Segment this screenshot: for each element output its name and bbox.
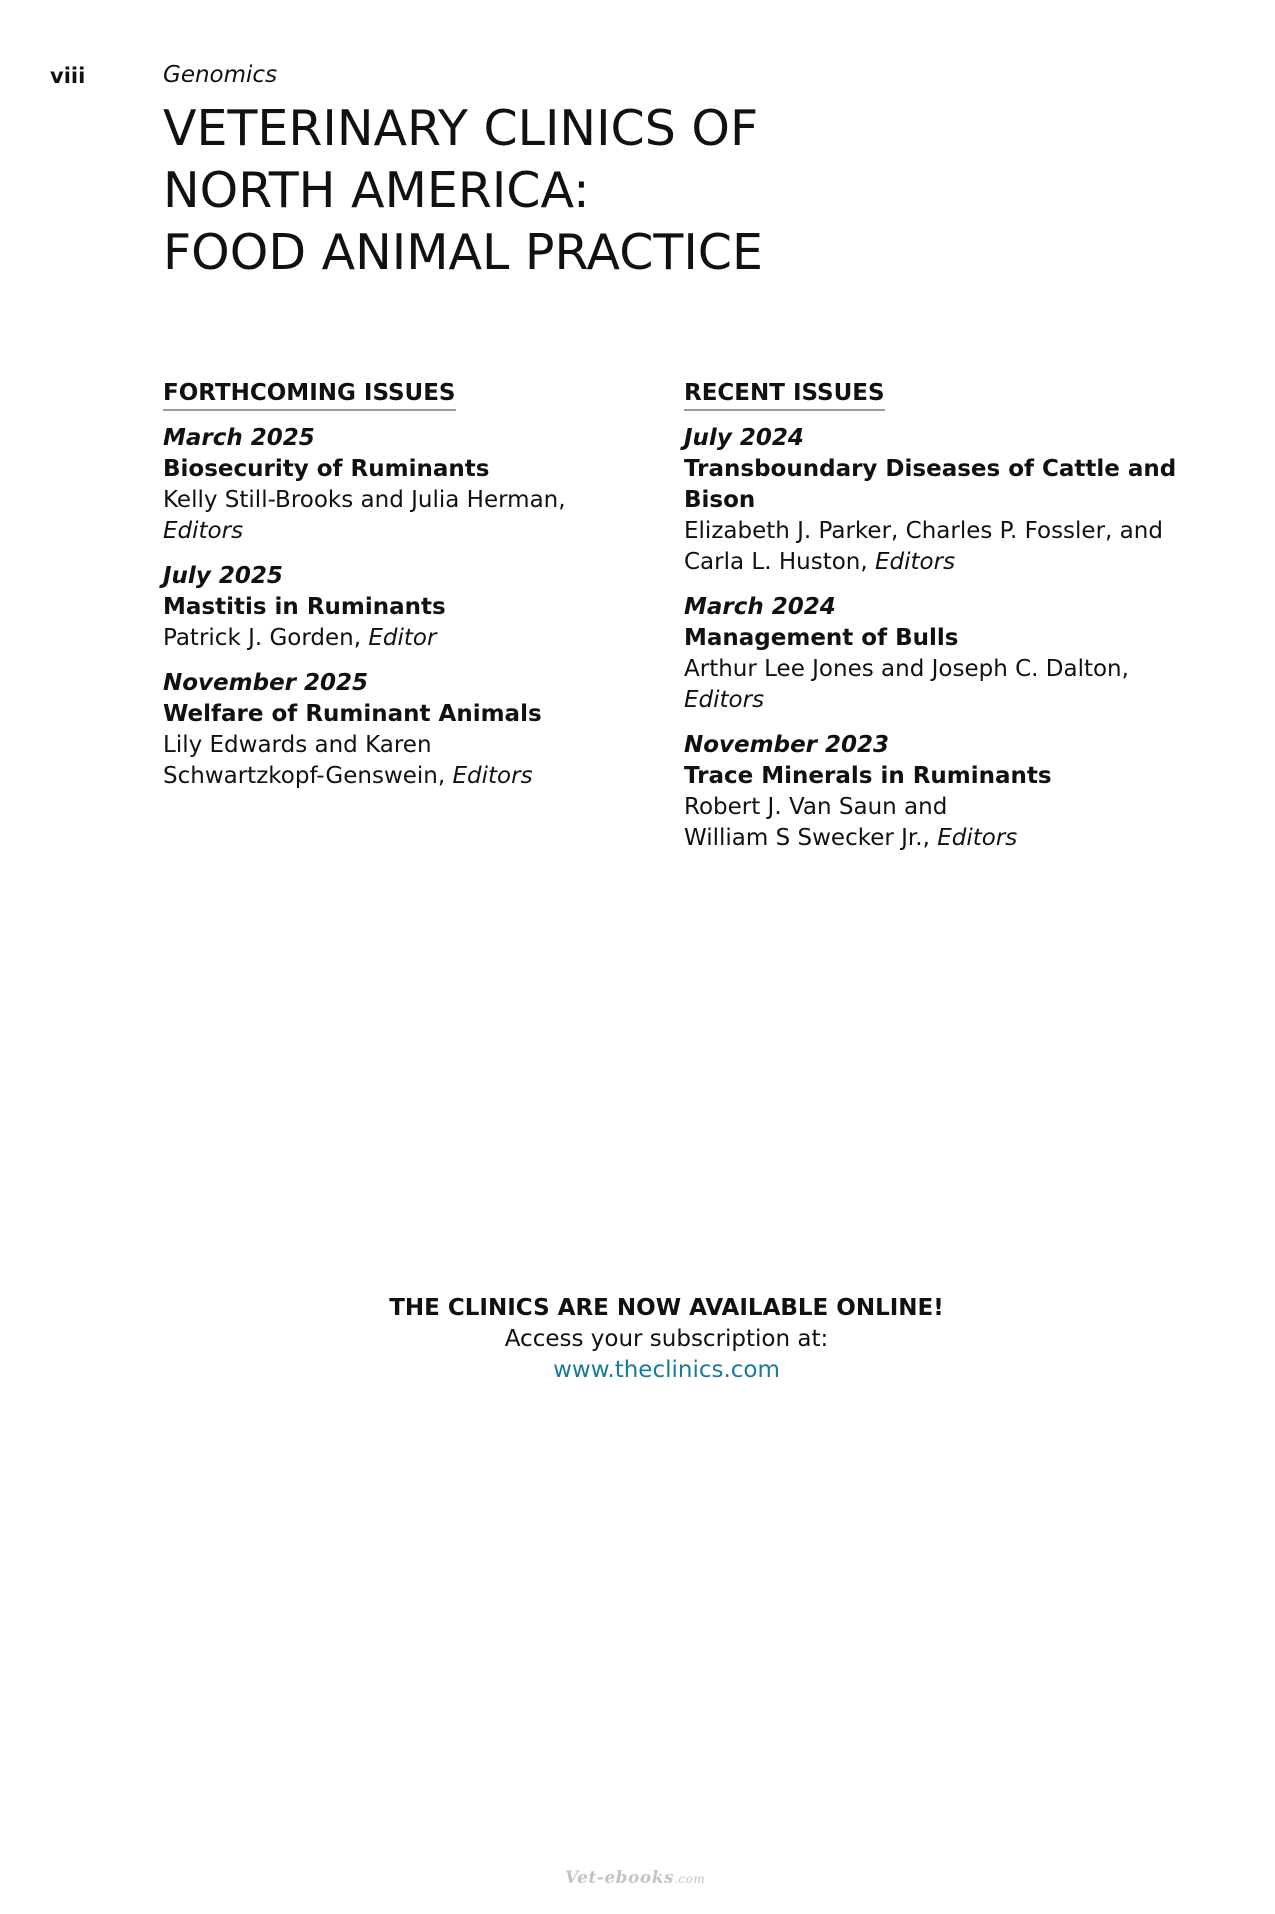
issue-title [684, 454, 1224, 516]
forthcoming-issues-heading: FORTHCOMING ISSUES [163, 380, 456, 411]
forthcoming-issues-column [163, 380, 683, 806]
issue-editor-role: Editor [368, 625, 437, 651]
watermark-logo [565, 1868, 705, 1888]
issue-entry [163, 423, 683, 547]
issue-editor-role: Editors [452, 763, 533, 789]
issue-title: Biosecurity of Ruminants [163, 456, 490, 482]
theclinics-link[interactable]: www.theclinics.com [553, 1357, 780, 1383]
issue-date: November 2025 [163, 670, 369, 696]
issue-title: Mastitis in Ruminants [163, 594, 446, 620]
issue-title-line: Bison [684, 487, 756, 513]
issue-editor-role: Editors [875, 549, 956, 575]
issue-editor-names: Schwartzkopf-Genswein, [163, 763, 453, 789]
issue-editors-line: Kelly Still-Brooks and Julia Herman, [163, 487, 566, 513]
online-subtext: Access your subscription at: [504, 1326, 829, 1352]
issue-editor-role: Editors [684, 687, 765, 713]
issue-editors [684, 654, 1224, 716]
issue-editor-role: Editors [937, 825, 1018, 851]
issue-editors-line: Robert J. Van Saun and [684, 794, 948, 820]
issue-editors [684, 792, 1224, 854]
watermark-suffix: .com [674, 1872, 706, 1886]
online-notice [0, 1293, 1275, 1386]
issue-editors [163, 623, 683, 654]
page-number: viii [50, 64, 86, 88]
issue-editors-line: Arthur Lee Jones and Joseph C. Dalton, [684, 656, 1129, 682]
issue-editors-line [684, 685, 1224, 716]
watermark-text: Vet-ebooks [565, 1868, 675, 1888]
issue-editors-line [684, 547, 1224, 578]
issue-editors-line [163, 761, 683, 792]
issue-editors [163, 485, 683, 547]
issue-title: Management of Bulls [684, 625, 959, 651]
journal-title-line: VETERINARY CLINICS OF [163, 100, 759, 157]
running-title: Genomics [163, 62, 278, 88]
issue-editor-names: Patrick J. Gorden, [163, 625, 369, 651]
issue-editors-line: Elizabeth J. Parker, Charles P. Fossler, and [684, 518, 1163, 544]
issue-editors-line [684, 823, 1224, 854]
recent-issues-heading: RECENT ISSUES [684, 380, 885, 411]
issue-entry [684, 730, 1224, 854]
issue-entry [163, 561, 683, 654]
issue-editors-line [163, 623, 683, 654]
issue-date: March 2025 [163, 425, 315, 451]
issue-date: March 2024 [684, 594, 836, 620]
issue-editors [163, 730, 683, 792]
journal-title-line: FOOD ANIMAL PRACTICE [163, 224, 763, 281]
issue-date: November 2023 [684, 732, 890, 758]
issue-entry [684, 592, 1224, 716]
issue-editors [684, 516, 1224, 578]
issue-date: July 2024 [684, 425, 804, 451]
journal-title [163, 98, 1063, 284]
issue-entry [163, 668, 683, 792]
issue-title: Welfare of Ruminant Animals [163, 701, 542, 727]
issue-editors-line [163, 516, 683, 547]
issue-editor-role: Editors [163, 518, 244, 544]
issue-title: Trace Minerals in Ruminants [684, 763, 1052, 789]
issue-editor-names: Carla L. Huston, [684, 549, 875, 575]
issue-editors-line: Lily Edwards and Karen [163, 732, 432, 758]
journal-title-line: NORTH AMERICA: [163, 162, 590, 219]
issue-title-line: Transboundary Diseases of Cattle and [684, 456, 1177, 482]
issue-entry [684, 423, 1224, 578]
recent-issues-column [684, 380, 1224, 868]
issue-date: July 2025 [163, 563, 283, 589]
online-heading: THE CLINICS ARE NOW AVAILABLE ONLINE! [389, 1295, 944, 1321]
issue-editor-names: William S Swecker Jr., [684, 825, 938, 851]
